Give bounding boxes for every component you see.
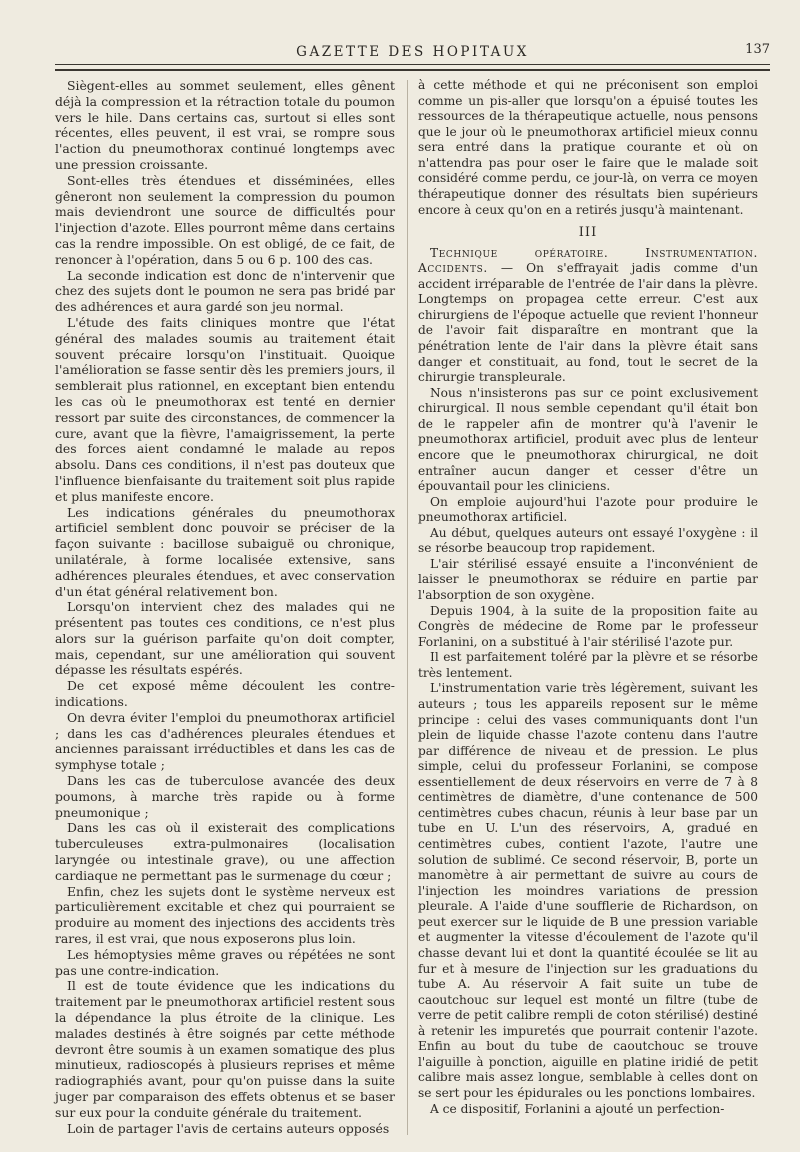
left-paragraph: Siègent-elles au sommet seulement, elles gênent déjà la compression et la rétraction totale du poumon vers le hile. Dans certains cas, surtout si elles sont récentes, elles peuvent, il est vrai, se rompre sous l'action du pneumothorax continué longtemps avec une pression croissante. <box>55 78 395 172</box>
left-paragraph: La seconde indication est donc de n'intervenir que chez des sujets dont le poumon ne sera pas bridé par des adhérences et aura gardé son jeu normal. <box>55 267 395 315</box>
running-title: GAZETTE DES HOPITAUX <box>296 44 529 60</box>
header-rule-thick <box>55 69 770 71</box>
left-paragraph: Lorsqu'on intervient chez des malades qui ne présentent pas toutes ces conditions, ce n'est plus alors sur la guérison parfaite qu'on doit compter, mais, cependant, sur une amélioration qui souvent dépasse les résultats espérés. <box>55 599 395 678</box>
left-paragraph: Il est de toute évidence que les indications du traitement par le pneumothorax artificiel restent sous la dépendance la plus étroite de la clinique. Les malades destinés à être soignés par cette méthode devront être soumis à un examen somatique des plus minutieux, radioscopés à plusieurs reprises et même radiographiés avant, pour qu'on puisse dans la suite juger par comparaison des effets obtenus et se baser sur eux pour la conduite générale du traitement. <box>55 978 395 1120</box>
left-column <box>55 78 395 1136</box>
section-number: III <box>578 225 598 241</box>
right-paragraph: Depuis 1904, à la suite de la proposition faite au Congrès de médecine de Rome par le professeur Forlanini, on a substitué à l'air stérilisé l'azote pur. <box>418 603 758 649</box>
right-column <box>418 78 758 1117</box>
right-paragraph: On emploie aujourd'hui l'azote pour produire le pneumothorax artificiel. <box>418 494 758 525</box>
column-divider <box>407 80 408 1135</box>
right-paragraph: Au début, quelques auteurs ont essayé l'oxygène : il se résorbe beaucoup trop rapidement. <box>418 525 758 556</box>
left-paragraph: L'étude des faits cliniques montre que l'état général des malades soumis au traitement était souvent précaire lorsqu'on l'instituait. Quoique l'amélioration se fasse sentir dès les premiers jours, il semblerait plus rationnel, en exceptant bien entendu les cas où le pneumothorax est tenté en dernier ressort par suite des circonstances, de commencer la cure, avant que la fièvre, l'amaigrissement, la perte des forces aient condamné le malade au repos absolu. Dans ces conditions, il n'est pas douteux que l'influence bienfaisante du traitement soit plus rapide et plus manifeste encore. <box>55 314 395 504</box>
section-opening-text: — On s'effrayait jadis comme d'un accident irréparable de l'entrée de l'air dans la plèvre. Longtemps on propagea cette erreur. C'est aux chirurgiens de l'époque actuelle que revient l'honneur de l'avoir fait disparaître en montrant que la pénétration lente de l'air dans la plèvre était sans danger et constituait, au fond, tout le secret de la chirurgie transpleurale. <box>418 261 758 385</box>
left-paragraph: On devra éviter l'emploi du pneumothorax artificiel ; dans les cas d'adhérences pleurales étendues et anciennes paraissant irréductibles et dans les cas de symphyse totale ; <box>55 709 395 773</box>
right-paragraph: Nous n'insisterons pas sur ce point exclusivement chirurgical. Il nous semble cependant qu'il était bon de le rappeler afin de montrer qu'à l'avenir le pneumothorax artificiel, produit avec plus de lenteur encore que le pneumothorax chirurgical, ne doit entraîner aucun danger et cesser d'être un épouvantail pour les cliniciens. <box>418 385 758 494</box>
section-opening-paragraph <box>418 246 758 386</box>
right-paragraph: Il est parfaitement toléré par la plèvre et se résorbe très lentement. <box>418 650 758 680</box>
left-paragraph: Enfin, chez les sujets dont le système nerveux est particulièrement excitable et chez qui pourraient se produire au moment des injections des accidents très rares, il est vrai, que nous exposerons plus loin. <box>55 883 395 947</box>
left-paragraph: Les hémoptysies même graves ou répétées ne sont pas une contre-indication. <box>55 946 395 978</box>
left-paragraph: Loin de partager l'avis de certains auteurs opposés <box>67 1120 390 1136</box>
right-paragraph: A ce dispositif, Forlanini a ajouté un perfection- <box>430 1101 725 1116</box>
left-paragraph: Sont-elles très étendues et disséminées, elles gêneront non seulement la compression du poumon mais deviendront une source de difficultés pour l'injection d'azote. Elles pourront même dans certains cas la rendre impossible. On est obligé, de ce fait, de renoncer à l'opération, dans 5 ou 6 p. 100 des cas. <box>55 172 395 267</box>
page-number: 137 <box>745 42 770 57</box>
right-intro-paragraph: à cette méthode et qui ne préconisent son emploi comme un pis-aller que lorsqu'on a épuisé toutes les ressources de la thérapeutique actuelle, nous pensons que le jour où le pneumothorax artificiel mieux connu sera entré dans la pratique courante et où on n'attendra pas pour oser le faire que le malade soit considéré comme perdu, ce jour-là, on verra ce moyen thérapeutique donner des résultats bien supérieurs encore à ceux qu'on en a retirés jusqu'à maintenant. <box>418 78 758 217</box>
right-paragraph: L'air stérilisé essayé ensuite a l'inconvénient de laisser le pneumothorax se réduire en partie par l'absorption de son oxygène. <box>418 556 758 602</box>
section-heading: Technique opératoire. Instrumentation. Accidents. <box>418 245 758 276</box>
page-header <box>55 40 770 64</box>
right-paragraph: L'instrumentation varie très légèrement, suivant les auteurs ; tous les appareils reposent sur le même principe : celui des vases communiquants dont l'un plein de liquide chasse l'azote contenu dans l'autre par différence de niveau et de pression. Le plus simple, celui du professeur Forlanini, se compose essentiellement de deux réservoirs en verre de 7 à 8 centimètres de diamètre, d'une contenance de 500 centimètres cubes chacun, réunis à leur base par un tube en U. L'un des réservoirs, A, gradué en centimètres cubes, contient l'azote, l'autre une solution de sublimé. Ce second réservoir, B, porte un manomètre à air permettant de suivre au cours de l'injection les moindres variations de pression pleurale. A l'aide d'une soufflerie de Richardson, on peut exercer sur le liquide de B une pression variable et augmenter la vitesse d'écoulement de l'azote qu'il chasse devant lui et dont la quantité écoulée se lit au fur et à mesure de l'injection sur les graduations du tube A. Au réservoir A fait suite un tube de caoutchouc sur lequel est monté un filtre (tube de verre de petit calibre rempli de coton stérilisé) destiné à retenir les impuretés que pourrait contenir l'azote. Enfin au bout du tube de caoutchouc se trouve l'aiguille à ponction, aiguille en platine iridié de petit calibre mais assez longue, semblable à celles dont on se sert pour les épidurales ou les ponctions lombaires. <box>418 681 758 1100</box>
left-paragraph: Dans les cas où il existerait des complications tuberculeuses extra-pulmonaires (localisation laryngée ou intestinale grave), ou une affection cardiaque ne permettant pas le surmenage du cœur ; <box>55 820 395 883</box>
left-paragraph: Les indications générales du pneumothorax artificiel semblent donc pouvoir se préciser de la façon suivante : bacillose subaiguë ou chronique, unilatérale, à forme localisée extensive, sans adhérences pleurales étendues, et avec conservation d'un état général relativement bon. <box>55 504 395 599</box>
header-rule-thin <box>55 64 770 65</box>
left-paragraph: Dans les cas de tuberculose avancée des deux poumons, à marche très rapide ou à forme pneumonique ; <box>55 773 395 820</box>
left-paragraph: De cet exposé même découlent les contre-indications. <box>55 678 395 710</box>
